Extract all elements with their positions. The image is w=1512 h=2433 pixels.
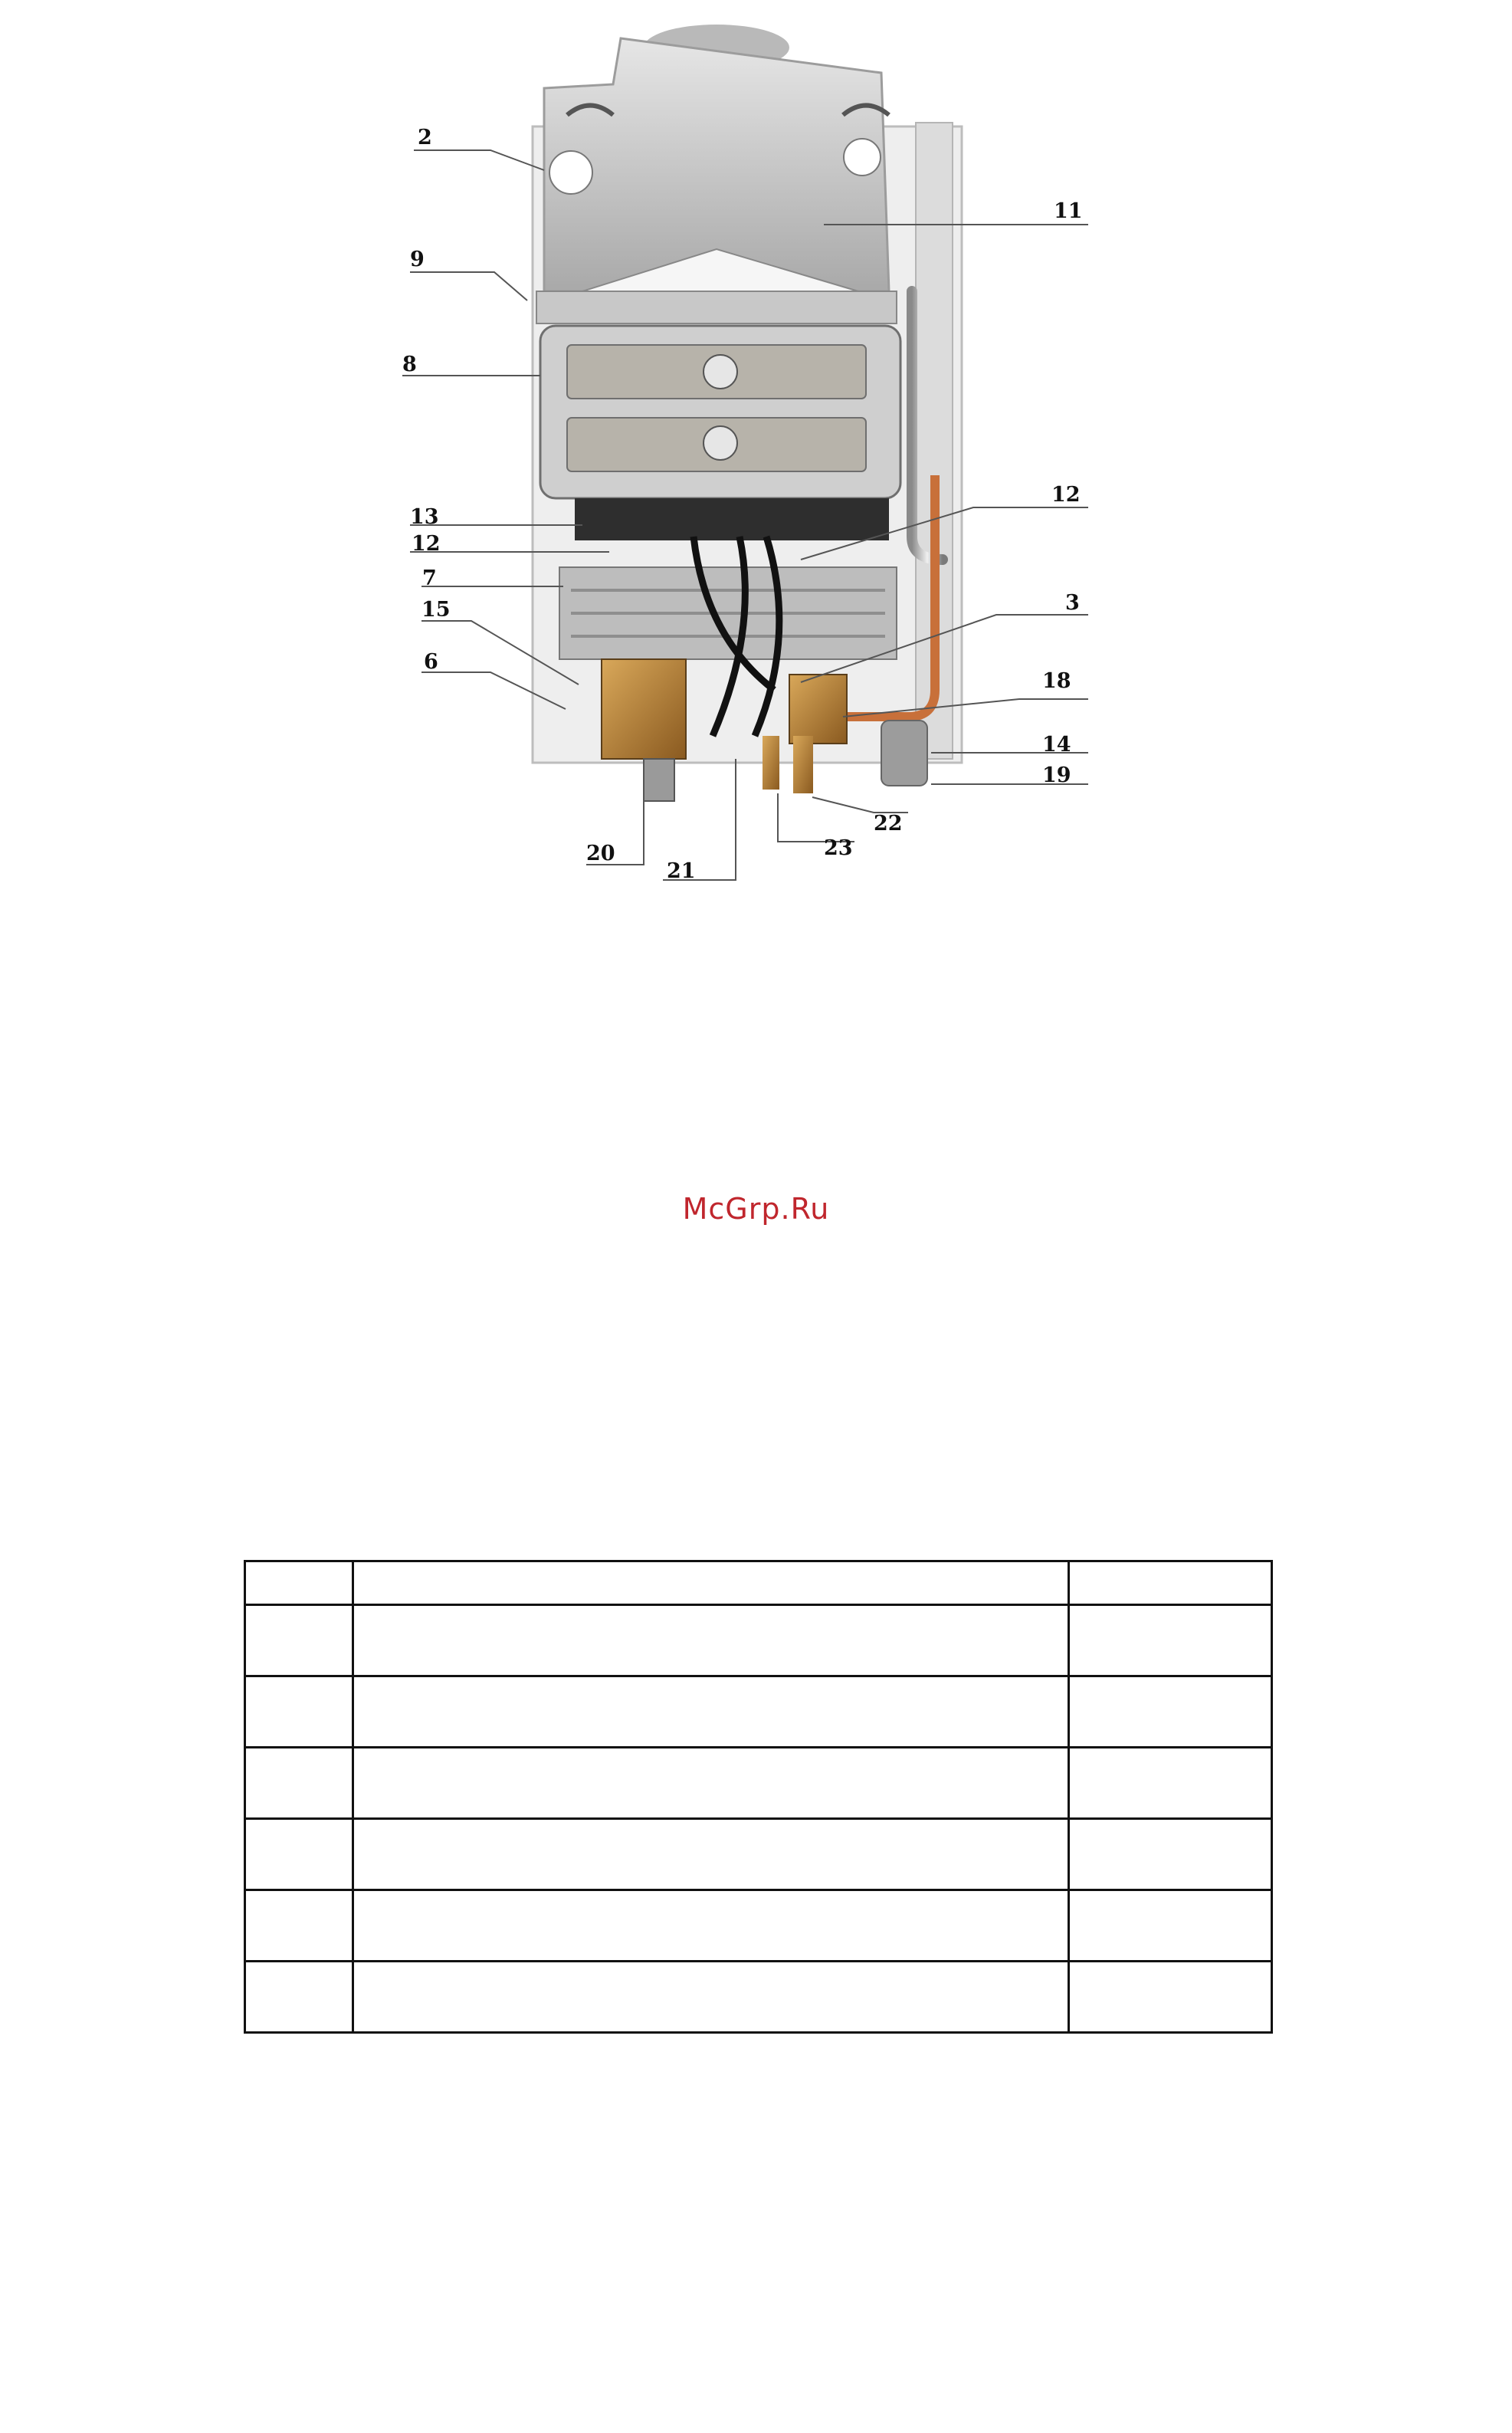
callout-11: 11 [1054, 199, 1083, 223]
table-row [245, 1605, 1272, 1676]
callout-22: 22 [874, 812, 903, 836]
table-cell [353, 1819, 1069, 1890]
table-cell [1069, 1962, 1272, 2033]
table-cell [353, 1561, 1069, 1605]
table-cell [245, 1890, 353, 1962]
callout-18: 18 [1042, 669, 1071, 693]
callout-23: 23 [824, 836, 853, 860]
table-cell [1069, 1748, 1272, 1819]
callout-9: 9 [410, 248, 425, 271]
parts-table [244, 1560, 1273, 2034]
callout-14: 14 [1042, 733, 1071, 757]
watermark: McGrp.Ru [682, 1192, 830, 1226]
water-heater-diagram [0, 0, 1512, 920]
table-cell [353, 1676, 1069, 1748]
callout-19: 19 [1042, 763, 1071, 787]
hood-hole-left [549, 151, 592, 194]
hood-hole-right [844, 139, 881, 176]
water-inlet-pipe [793, 736, 813, 793]
table-cell [1069, 1819, 1272, 1890]
table-row [245, 1819, 1272, 1890]
table-cell [245, 1605, 353, 1676]
callout-8: 8 [402, 353, 417, 376]
callout-2: 2 [418, 126, 432, 149]
table-cell [245, 1748, 353, 1819]
water-outlet-pipe [763, 736, 779, 790]
table-cell [245, 1561, 353, 1605]
table-cell [245, 1962, 353, 2033]
gas-valve [602, 659, 686, 759]
table-cell [1069, 1561, 1272, 1605]
exchanger-boss-upper [704, 355, 737, 389]
table-row [245, 1962, 1272, 2033]
callout-15: 15 [421, 598, 451, 622]
table-header-row [245, 1561, 1272, 1605]
table-cell [1069, 1676, 1272, 1748]
callout-21: 21 [667, 859, 696, 883]
water-valve [789, 675, 847, 744]
table-row [245, 1676, 1272, 1748]
table-cell [353, 1748, 1069, 1819]
table-row [245, 1890, 1272, 1962]
table-cell [353, 1962, 1069, 2033]
exchanger-boss-lower [704, 426, 737, 460]
callout-7: 7 [422, 566, 437, 590]
table-cell [245, 1676, 353, 1748]
callout-12-right: 12 [1051, 483, 1081, 507]
callout-20: 20 [586, 842, 615, 865]
table-cell [353, 1890, 1069, 1962]
table-cell [1069, 1890, 1272, 1962]
battery-box [881, 721, 927, 786]
callout-6: 6 [424, 650, 438, 674]
heat-exchanger-fins [536, 291, 897, 323]
gas-inlet [644, 759, 674, 801]
callout-3: 3 [1065, 591, 1080, 615]
callout-13: 13 [410, 505, 439, 529]
callout-12-left: 12 [412, 532, 441, 556]
table-row [245, 1748, 1272, 1819]
table-cell [353, 1605, 1069, 1676]
combustion-chamber [575, 498, 889, 540]
table-cell [245, 1819, 353, 1890]
table-cell [1069, 1605, 1272, 1676]
